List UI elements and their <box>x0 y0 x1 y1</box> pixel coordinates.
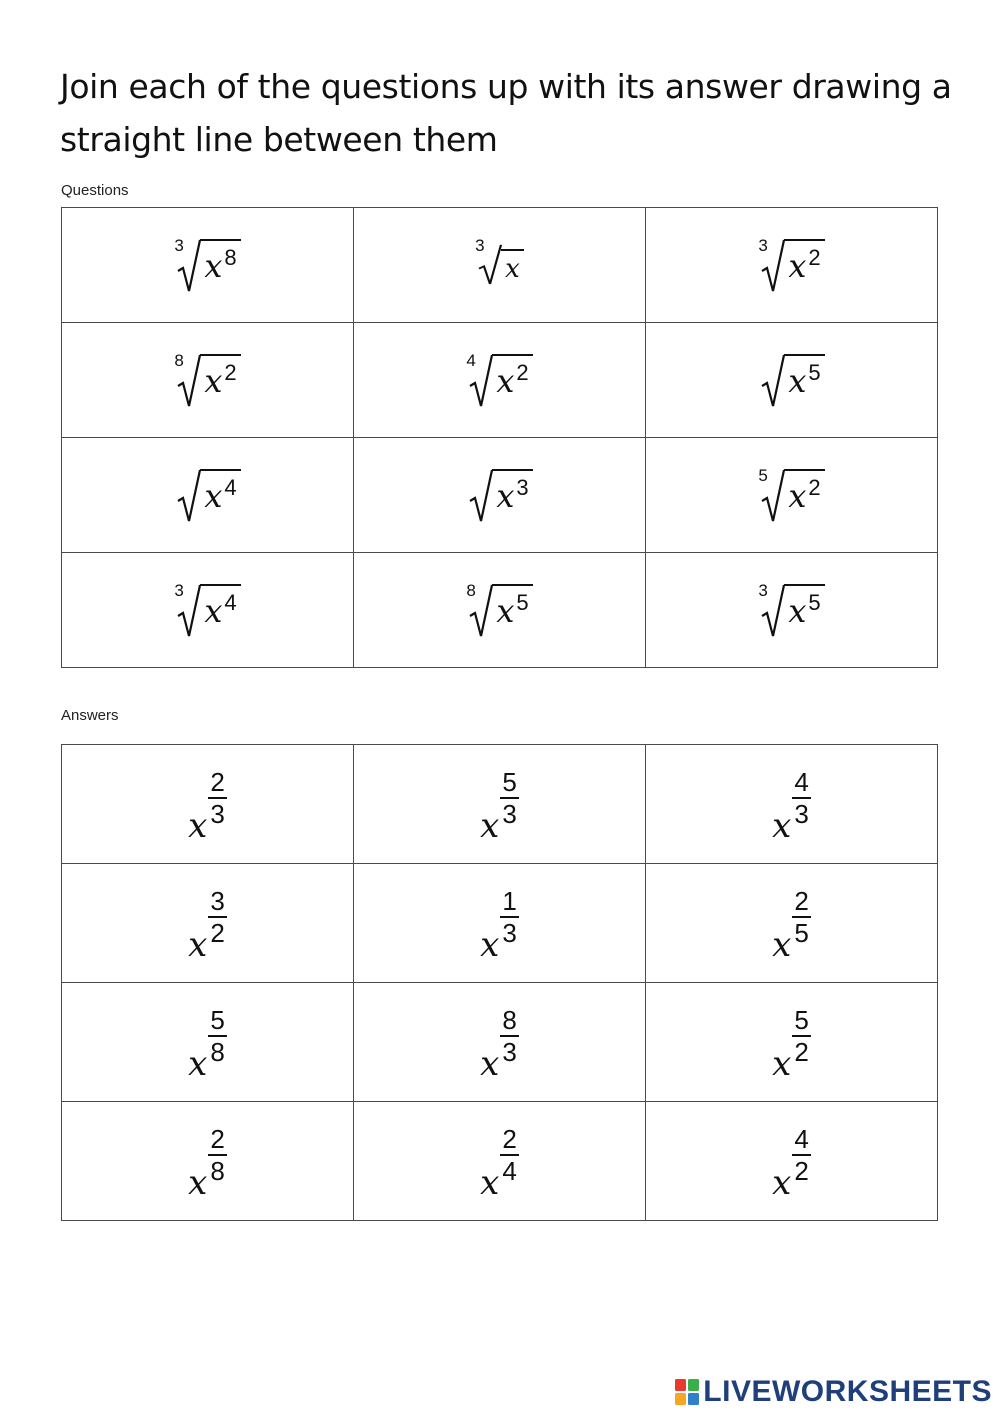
fractional-exponent-expression <box>188 886 227 965</box>
fraction-exponent <box>208 888 226 946</box>
root-index: 3 <box>758 581 768 600</box>
root-index: 3 <box>174 236 184 255</box>
base-variable: x <box>188 1044 208 1084</box>
radical-expression <box>758 465 824 525</box>
logo-text: LIVEWORKSHEETS <box>703 1375 992 1408</box>
power: 5 <box>808 590 821 615</box>
fraction-exponent <box>500 888 518 946</box>
radicand <box>784 354 824 399</box>
fractional-exponent-expression <box>772 886 811 965</box>
question-cell <box>354 323 646 438</box>
fraction-exponent <box>792 1007 810 1065</box>
power: 2 <box>516 360 529 385</box>
radical-expression <box>466 580 532 640</box>
answer-cell <box>646 983 938 1102</box>
radicand <box>784 584 824 629</box>
power: 5 <box>808 360 821 385</box>
power: 2 <box>224 360 237 385</box>
answer-cell <box>62 983 354 1102</box>
base-variable: x <box>188 806 208 846</box>
answer-cell <box>62 864 354 983</box>
base-variable: x <box>772 1163 792 1203</box>
question-cell <box>646 208 938 323</box>
radical-expression <box>174 350 240 410</box>
question-cell <box>646 323 938 438</box>
answer-cell <box>646 745 938 864</box>
fraction-exponent <box>208 1007 226 1065</box>
fractional-exponent-expression <box>480 1005 519 1084</box>
radical-expression <box>174 580 240 640</box>
base-variable: x <box>788 247 807 285</box>
base-variable: x <box>772 925 792 965</box>
fractional-exponent-expression <box>772 1124 811 1203</box>
power: 2 <box>808 245 821 270</box>
numerator: 2 <box>210 767 225 797</box>
radical-sign-icon <box>761 235 785 295</box>
base-variable: x <box>480 806 500 846</box>
base-variable: x <box>204 247 223 285</box>
denominator: 3 <box>502 918 517 948</box>
denominator: 2 <box>210 918 225 948</box>
radicand <box>200 354 240 399</box>
base-variable: x <box>788 592 807 630</box>
radical-sign-icon <box>761 350 785 410</box>
answer-row <box>62 1102 938 1221</box>
radical-expression <box>466 350 532 410</box>
radical-sign-icon <box>469 580 493 640</box>
base-variable: x <box>188 1163 208 1203</box>
radicand <box>492 584 532 629</box>
radicand <box>784 469 824 514</box>
answer-row <box>62 745 938 864</box>
radical-sign-icon <box>177 465 201 525</box>
fraction-exponent <box>500 1007 518 1065</box>
denominator: 3 <box>794 799 809 829</box>
answers-label: Answers <box>61 707 119 724</box>
fraction-exponent <box>208 1126 226 1184</box>
fraction-exponent <box>500 769 518 827</box>
answer-cell <box>354 983 646 1102</box>
power: 8 <box>224 245 237 270</box>
power: 2 <box>808 475 821 500</box>
answer-row <box>62 864 938 983</box>
base-variable: x <box>480 925 500 965</box>
numerator: 8 <box>502 1005 517 1035</box>
root-index: 5 <box>758 466 768 485</box>
root-index: 3 <box>475 236 485 255</box>
radical-expression <box>174 235 240 295</box>
base-variable: x <box>788 362 807 400</box>
denominator: 3 <box>502 1037 517 1067</box>
answer-cell <box>354 1102 646 1221</box>
numerator: 2 <box>210 1124 225 1154</box>
question-cell <box>62 208 354 323</box>
fractional-exponent-expression <box>188 1005 227 1084</box>
fraction-exponent <box>208 769 226 827</box>
radical-expression <box>466 465 532 525</box>
radical-sign-icon <box>469 465 493 525</box>
base-variable: x <box>204 362 223 400</box>
fractional-exponent-expression <box>480 886 519 965</box>
question-row <box>62 323 938 438</box>
root-index: 8 <box>466 581 476 600</box>
numerator: 5 <box>210 1005 225 1035</box>
power: 4 <box>224 475 237 500</box>
denominator: 3 <box>210 799 225 829</box>
radical-sign-icon <box>177 580 201 640</box>
radicand <box>200 239 240 284</box>
base-variable: x <box>772 806 792 846</box>
base-variable: x <box>480 1163 500 1203</box>
fraction-exponent <box>792 888 810 946</box>
question-row <box>62 553 938 668</box>
numerator: 2 <box>794 886 809 916</box>
radical-sign-icon <box>469 350 493 410</box>
question-row <box>62 438 938 553</box>
answer-cell <box>646 864 938 983</box>
base-variable: x <box>496 477 515 515</box>
denominator: 2 <box>794 1037 809 1067</box>
denominator: 8 <box>210 1037 225 1067</box>
logo-blocks-icon <box>675 1379 699 1405</box>
power: 3 <box>516 475 529 500</box>
answer-cell <box>62 745 354 864</box>
radicand <box>492 354 532 399</box>
answer-cell <box>354 864 646 983</box>
numerator: 5 <box>794 1005 809 1035</box>
radicand <box>200 584 240 629</box>
radical-expression <box>475 235 524 295</box>
answer-cell <box>646 1102 938 1221</box>
numerator: 4 <box>794 767 809 797</box>
fraction-exponent <box>792 1126 810 1184</box>
question-row <box>62 208 938 323</box>
answers-table <box>61 744 938 1221</box>
question-cell <box>354 553 646 668</box>
numerator: 1 <box>502 886 517 916</box>
power: 5 <box>516 590 529 615</box>
radical-expression <box>758 350 824 410</box>
radical-expression <box>174 465 240 525</box>
fractional-exponent-expression <box>480 1124 519 1203</box>
base-variable: x <box>188 925 208 965</box>
root-index: 3 <box>758 236 768 255</box>
worksheet-instructions: Join each of the questions up with its answer drawing a straight line between them <box>60 67 952 159</box>
radicand <box>492 469 532 514</box>
power: 4 <box>224 590 237 615</box>
base-variable: x <box>204 592 223 630</box>
root-index: 8 <box>174 351 184 370</box>
denominator: 2 <box>794 1156 809 1186</box>
numerator: 2 <box>502 1124 517 1154</box>
radicand <box>200 469 240 514</box>
numerator: 5 <box>502 767 517 797</box>
radical-expression <box>758 235 824 295</box>
radical-sign-icon <box>761 465 785 525</box>
questions-table <box>61 207 938 668</box>
base-variable: x <box>204 477 223 515</box>
question-cell <box>646 553 938 668</box>
radical-sign-icon <box>177 235 201 295</box>
denominator: 8 <box>210 1156 225 1186</box>
radical-sign-icon <box>177 350 201 410</box>
radicand <box>501 249 524 283</box>
fractional-exponent-expression <box>188 767 227 846</box>
root-index: 3 <box>174 581 184 600</box>
numerator: 3 <box>210 886 225 916</box>
fractional-exponent-expression <box>772 767 811 846</box>
radical-expression <box>758 580 824 640</box>
base-variable: x <box>772 1044 792 1084</box>
radical-sign-icon <box>478 241 502 287</box>
base-variable: x <box>496 362 515 400</box>
fractional-exponent-expression <box>772 1005 811 1084</box>
question-cell <box>354 438 646 553</box>
answer-row <box>62 983 938 1102</box>
base-variable: x <box>496 592 515 630</box>
base-variable: x <box>505 254 520 284</box>
answer-cell <box>354 745 646 864</box>
fractional-exponent-expression <box>480 767 519 846</box>
question-cell <box>646 438 938 553</box>
denominator: 3 <box>502 799 517 829</box>
question-cell <box>62 438 354 553</box>
denominator: 4 <box>502 1156 517 1186</box>
root-index: 4 <box>466 351 476 370</box>
fraction-exponent <box>500 1126 518 1184</box>
radical-sign-icon <box>761 580 785 640</box>
question-cell <box>62 553 354 668</box>
denominator: 5 <box>794 918 809 948</box>
fractional-exponent-expression <box>188 1124 227 1203</box>
radicand <box>784 239 824 284</box>
fraction-exponent <box>792 769 810 827</box>
questions-label: Questions <box>61 182 129 199</box>
base-variable: x <box>788 477 807 515</box>
answer-cell <box>62 1102 354 1221</box>
question-cell <box>354 208 646 323</box>
base-variable: x <box>480 1044 500 1084</box>
question-cell <box>62 323 354 438</box>
liveworksheets-logo <box>675 1375 992 1409</box>
numerator: 4 <box>794 1124 809 1154</box>
